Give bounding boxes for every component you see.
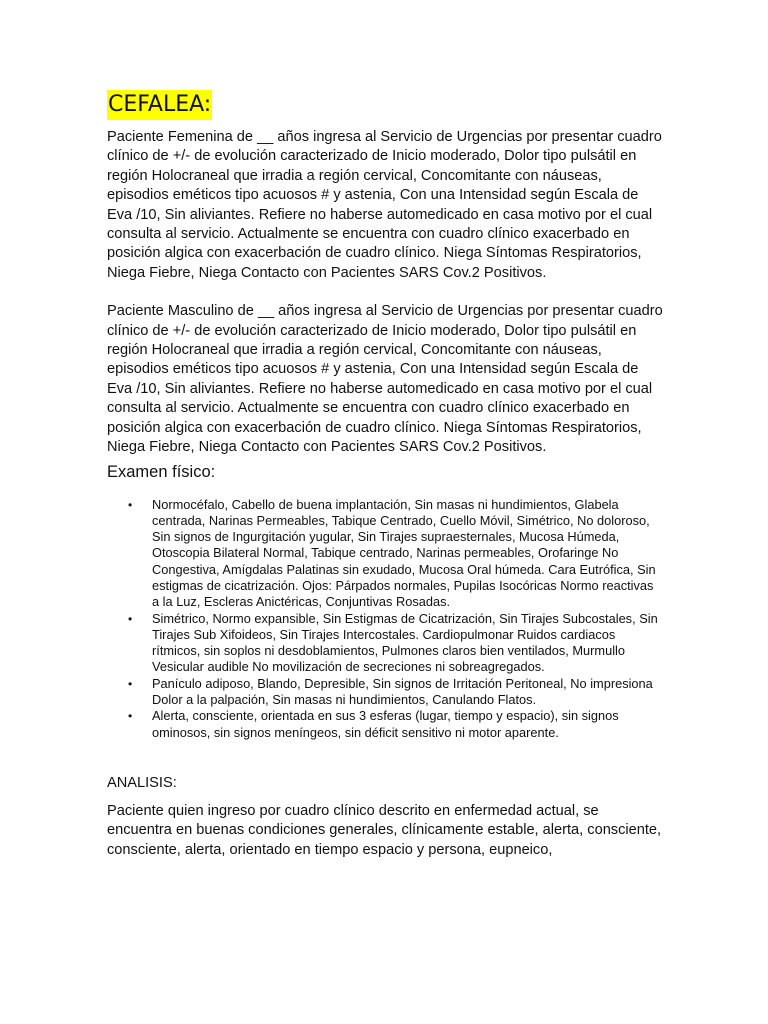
exam-item-thorax — [128, 610, 663, 676]
exam-item-abdomen — [128, 675, 663, 709]
bullet-icon: • — [128, 709, 133, 724]
paragraph-female: Paciente Femenina de __ años ingresa al Servicio de Urgencias por presentar cuadro clínico de +/- de evolución caracterizado de Inicio moderado, Dolor tipo pulsátil en región Holocraneal que irradia a región cervical, Concomitante con náuseas, episodios eméticos tipo acuosos # y astenia, Con una Intensidad según Escala de Eva /10, Sin aliviantes. Refiere no haberse automedicado en casa motivo por el cual consulta al servicio. Actualmente se encuentra con cuadro clínico exacerbado en posición algica con exacerbación de cuadro clínico. Niega Síntomas Respiratorios, Niega Fiebre, Niega Contacto con Pacientes SARS Cov.2 Positivos. — [107, 129, 662, 281]
exam-item-text: Normocéfalo, Cabello de buena implantación, Sin masas ni hundimientos, Glabela centrada, Narinas Permeables, Tabique Centrado, Cuello Móvil, Simétrico, No doloroso, Sin signos de Ingurgitación yugular, Sin Tirajes supraesternales, Mucosa Húmeda, Otoscopia Bilateral Normal, Tabique centrado, Narinas permeables, Orofaringe No Congestiva, Amígdalas Palatinas sin exudado, Mucosa Oral húmeda. Cara Eutrófica, Sin estigmas de cicatrización. Ojos: Párpados normales, Pupilas Isocóricas Normo reactivas a la Luz, Escleras Anictéricas, Conjuntivas Rosadas. — [152, 496, 656, 610]
exam-item-text: Panículo adiposo, Blando, Depresible, Sin signos de Irritación Peritoneal, No impresiona Dolor a la palpación, Sin masas ni hundimientos, Canulando Flatos. — [152, 675, 653, 708]
exam-item-text: Alerta, consciente, orientada en sus 3 esferas (lugar, tiempo y espacio), sin signos ominosos, sin signos meníngeos, sin déficit sensitivo ni motor aparente. — [152, 708, 619, 740]
exam-item-neuro — [128, 708, 663, 741]
paragraph-male: Paciente Masculino de __ años ingresa al Servicio de Urgencias por presentar cuadro clínico de +/- de evolución caracterizado de Inicio moderado, Dolor tipo pulsátil en región Holocraneal que irradia a región cervical, Concomitante con náuseas, episodios eméticos tipo acuosos # y astenia, Con una Intensidad según Escala de Eva /10, Sin aliviantes. Refiere no haberse automedicado en casa motivo por el cual consulta al servicio. Actualmente se encuentra con cuadro clínico exacerbado en posición algica con exacerbación de cuadro clínico. Niega Síntomas Respiratorios, Niega Fiebre, Niega Contacto con Pacientes SARS Cov.2 Positivos. — [107, 303, 663, 456]
analysis-paragraph: Paciente quien ingreso por cuadro clínico descrito en enfermedad actual, se encuentra en buenas condiciones generales, clínicamente estable, alerta, consciente, consciente, alerta, orientado en tiempo espacio y persona, eupneico, — [107, 802, 662, 858]
document-title-wrap — [107, 90, 663, 128]
analysis-heading: ANALISIS: — [107, 774, 177, 791]
bullet-icon: • — [128, 611, 133, 626]
bullet-icon: • — [128, 497, 133, 512]
exam-list — [107, 497, 663, 741]
exam-heading: Examen físico: — [107, 462, 216, 481]
document-title: CEFALEA: — [107, 90, 212, 120]
bullet-icon: • — [128, 676, 133, 691]
document-page — [107, 90, 663, 860]
exam-item-text: Simétrico, Normo expansible, Sin Estigmas de Cicatrización, Sin Tirajes Subcostales, Sin Tirajes Sub Xifoideos, Sin Tirajes Intercostales. Cardiopulmonar Ruidos cardiacos rítmicos, sin soplos ni desdoblamientos, Pulmones claros bien ventilados, Murmullo Vesicular audible No movilización de secreciones ni sobreagregados. — [152, 610, 658, 675]
exam-item-head-neck — [128, 496, 663, 611]
